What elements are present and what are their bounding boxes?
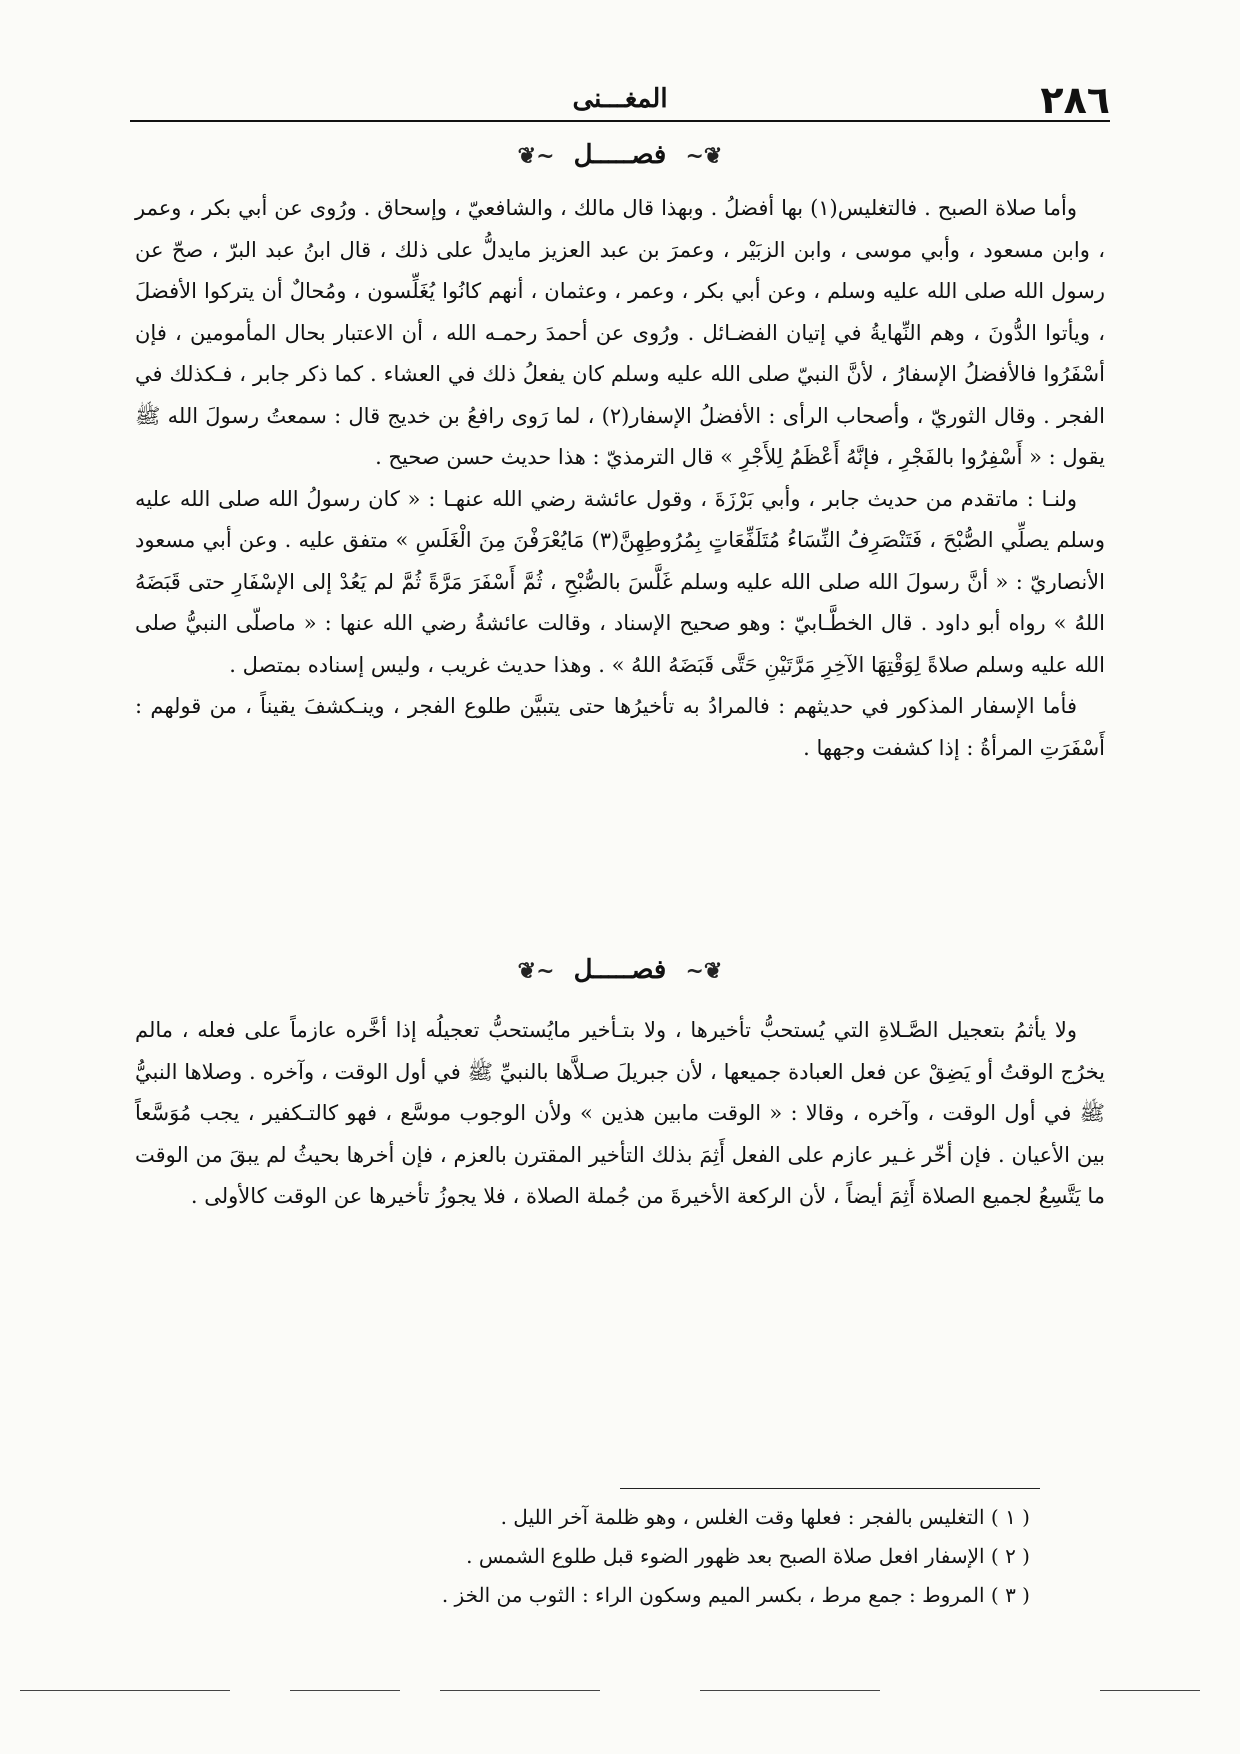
ornament-icon: ~❦ xyxy=(517,958,555,984)
ornament-icon: ❦~ xyxy=(685,143,723,169)
scan-mark xyxy=(290,1690,400,1691)
running-title: المغـــنى xyxy=(572,84,668,114)
paragraph: وأما صلاة الصبح . فالتغليس(١) بها أفضلُ . وبهذا قال مالك ، والشافعيّ ، وإسحاق . ورُوى عن أبي بكر ، وعمر ، وابن مسعود ، وأبي موسى ، وابن الزبَيْر ، وعمرَ بن عبد العزيز مايدلُّ على ذلك ، قال ابنُ عبد البرّ ، صحّ عن رسول الله صلى الله عليه وسلم ، وعن أبي بكر ، وعمر ، وعثمان ، أنهم كانُوا يُغَلِّسون ، ومُحالٌ أن يتركوا الأفضلَ ، ويأتوا الدُّونَ ، وهم النِّهايةُ في إتيان الفضـائل . ورُوى عن أحمدَ رحمـه الله ، أن الاعتبار بحال المأمومين ، فإن أسْفَرُوا فالأفضلُ الإسفارُ ، لأنَّ النبيّ صلى الله عليه وسلم كان يفعلُ ذلك في العشاء . كما ذكر جابر ، فـكذلك في الفجر . وقال الثوريّ ، وأصحاب الرأى : الأفضلُ الإسفار(٢) ، لما رَوى رافعُ بن خديج قال : سمعتُ رسولَ الله ﷺ يقول : « أَسْفِرُوا بالفَجْرِ ، فإنَّهُ أَعْظَمُ لِلأَجْرِ » قال الترمذيّ : هذا حديث حسن صحيح . xyxy=(135,196,1105,469)
ornament-icon: ~❦ xyxy=(517,143,555,169)
section-heading-1 xyxy=(130,140,1110,180)
bottom-scan-marks xyxy=(0,1690,1240,1700)
section-heading-text: فصـــــل xyxy=(573,140,667,170)
paragraph: ولا يأثمُ بتعجيل الصَّـلاةِ التي يُستحبُّ تأخيرها ، ولا بتـأخير مايُستحبُّ تعجيلُه إذا أخَّره عازماً على فعله ، مالم يخرُج الوقتُ أو يَضِقْ عن فعل العبادة جميعها ، لأن جبريلَ صـلاَّها بالنبيِّ ﷺ في أول الوقت ، وآخره . وصلاها النبيُّ ﷺ في أول الوقت ، وآخره ، وقالا : « الوقت مابين هذين » ولأن الوجوب موسَّع ، فهو كالتـكفير ، يجب مُوَسَّعاً بين الأعيان . فإن أخّر غـير عازم على الفعل أَثِمَ بذلك التأخير المقترن بالعزم ، فإن أخرها بحيثُ لم يبقَ من الوقت ما يَتَّسِعُ لجميع الصلاة أَثِمَ أيضاً ، لأن الركعة الأخيرةَ من جُملة الصلاة ، فلا يجوزُ تأخيرها عن الوقت كالأولى . xyxy=(135,1018,1105,1208)
section-heading-2 xyxy=(130,955,1110,995)
page-number: ٢٨٦ xyxy=(1040,78,1110,122)
section-2-body xyxy=(135,1010,1105,1218)
scan-mark xyxy=(1100,1690,1200,1691)
scan-mark xyxy=(20,1690,230,1691)
footnote: ( ٣ ) المروط : جمع مرط ، بكسر الميم وسكون الراء : الثوب من الخز . xyxy=(441,1583,1030,1607)
footnotes xyxy=(300,1498,1090,1615)
header-rule xyxy=(130,120,1110,122)
paragraph: فأما الإسفار المذكور في حديثهم : فالمرادُ به تأخيرُها حتى يتبيَّن طلوع الفجر ، وينـكشفَ يقيناً ، من قولهم : أَسْفَرَتِ المرأةُ : إذا كشفت وجهها . xyxy=(135,694,1105,760)
section-1-body xyxy=(135,188,1105,769)
paragraph: ولنـا : ماتقدم من حديث جابر ، وأبي بَرْزَةَ ، وقول عائشة رضي الله عنهـا : « كان رسولُ الله صلى الله عليه وسلم يصلِّي الصُّبْحَ ، فَتَنْصَرِفُ النِّسَاءُ مُتَلَفِّعَاتٍ بِمُرُوطِهِنَّ(٣) مَايُعْرَفْنَ مِنَ الْغَلَسِ » متفق عليه . وعن أبي مسعود الأنصاريّ : « أنَّ رسولَ الله صلى الله عليه وسلم غَلَّسَ بالصُّبْحِ ، ثُمَّ أَسْفَرَ مَرَّةً ثُمَّ لم يَعُدْ إلى الإسْفَارِ حتى قَبَضَهُ اللهُ » رواه أبو داود . قال الخطَّـابيّ : وهو صحيح الإسناد ، وقالت عائشةُ رضي الله عنها : « ماصلّى النبيُّ صلى الله عليه وسلم صلاةً لِوَقْتِهَا الآخِرِ مَرَّتَيْنِ حَتَّى قَبَضَهُ اللهُ » . وهذا حديث غريب ، وليس إسناده بمتصل . xyxy=(135,486,1106,677)
section-heading-text: فصـــــل xyxy=(573,955,667,985)
scan-mark xyxy=(440,1690,600,1691)
ornament-icon: ❦~ xyxy=(685,958,723,984)
page-header xyxy=(130,78,1110,122)
footnote: ( ١ ) التغليس بالفجر : فعلها وقت الغلس ، وهو ظلمة آخر الليل . xyxy=(500,1505,1030,1529)
footnote: ( ٢ ) الإسفار افعل صلاة الصبح بعد ظهور الضوء قبل طلوع الشمس . xyxy=(466,1544,1030,1568)
footnote-rule xyxy=(620,1488,1040,1489)
scan-mark xyxy=(700,1690,880,1691)
